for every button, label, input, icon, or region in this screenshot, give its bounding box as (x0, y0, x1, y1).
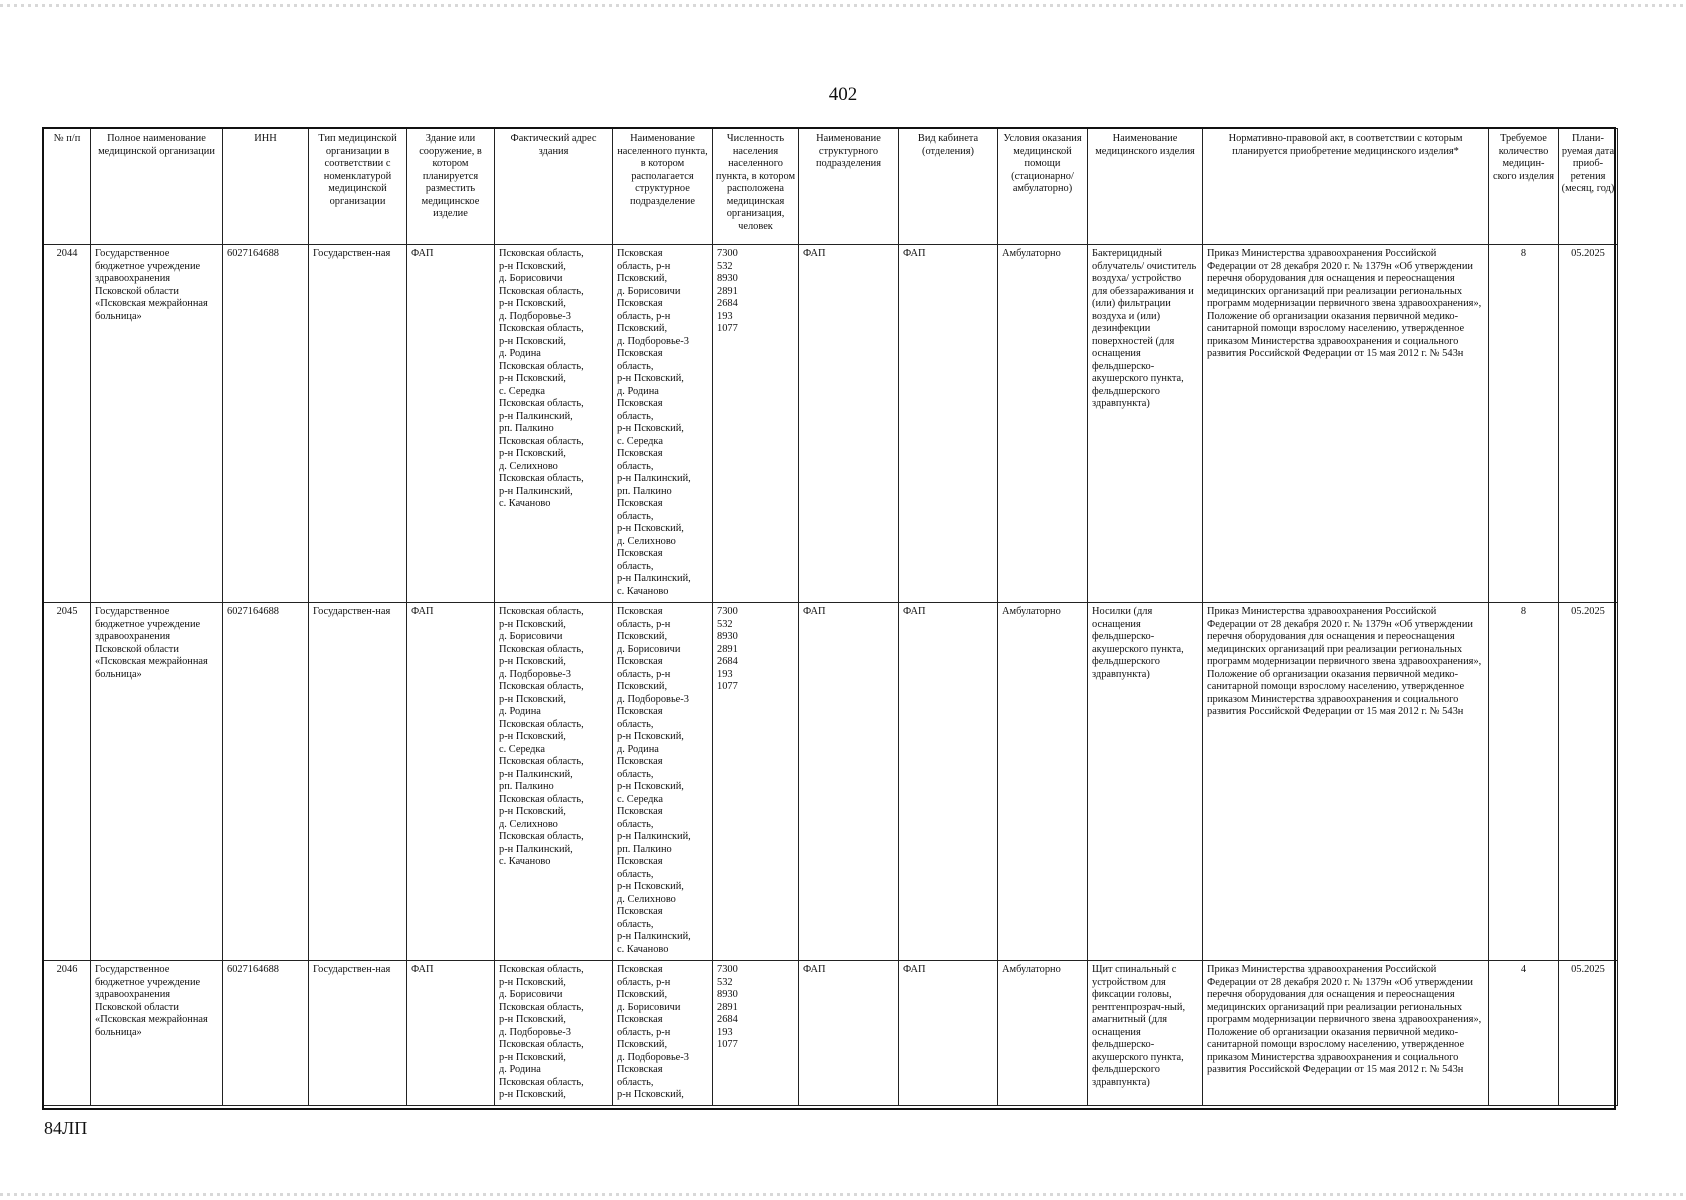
population: 7300 532 8930 2891 2684 193 1077 (713, 245, 799, 603)
scan-edge-top (0, 4, 1686, 7)
building: ФАП (407, 961, 495, 1106)
table-row (44, 603, 1618, 961)
header-population: Численность населения населенного пункта, в котором расположена медицинская организация, человек (713, 129, 799, 245)
care-conditions: Амбулаторно (998, 961, 1088, 1106)
header-inn: ИНН (223, 129, 309, 245)
row-num: 2045 (44, 603, 91, 961)
header-building: Здание или сооружение, в котором планируется разместить медицинское изделие (407, 129, 495, 245)
header-address: Фактический адрес здания (495, 129, 613, 245)
inn: 6027164688 (223, 245, 309, 603)
cabinet-type: ФАП (899, 961, 998, 1106)
population: 7300 532 8930 2891 2684 193 1077 (713, 603, 799, 961)
legal-act: Приказ Министерства здравоохранения Российской Федерации от 28 декабря 2020 г. № 1379н «Об утверждении перечня оборудования для оснащения и переоснащения медицинских организаций при реализации региональных программ модернизации первичного звена здравоохранения», Положение об организации оказания первичной медико-санитарной помощи взрослому населению, утвержденное приказом Министерства здравоохранения и социального развития Российской Федерации от 15 мая 2012 г. № 543н (1203, 603, 1489, 961)
address: Псковская область, р-н Псковский, д. Борисовичи Псковская область, р-н Псковский, д. Подборовье-3 Псковская область, р-н Псковский, д. Родина Псковская область, р-н Псковский, (495, 961, 613, 1106)
header-type: Тип медицинской организации в соответствии с номенклатурой медицинской организации (309, 129, 407, 245)
row-num: 2046 (44, 961, 91, 1106)
device-name: Носилки (для оснащения фельдшерско-акушерского пункта, фельдшерского здравпункта) (1088, 603, 1203, 961)
org-name: Государственное бюджетное учреждение здравоохранения Псковской области «Псковская межрайонная больница» (91, 245, 223, 603)
purchase-date: 05.2025 (1559, 245, 1618, 603)
row-num: 2044 (44, 245, 91, 603)
settlement: Псковская область, р-н Псковский, д. Борисовичи Псковская область, р-н Псковский, д. Подборовье-3 Псковская область, р-н Псковский, д. Родина Псковская область, р-н Псковский, с. Середка Псковская область, р-н Палкинский, рп. Палкино Псковская область, р-н Псковский, д. Селихново Псковская область, р-н Палкинский, с. Качаново (613, 245, 713, 603)
building: ФАП (407, 245, 495, 603)
purchase-date: 05.2025 (1559, 961, 1618, 1106)
settlement: Псковская область, р-н Псковский, д. Борисовичи Псковская область, р-н Псковский, д. Подборовье-3 Псковская область, р-н Псковский, (613, 961, 713, 1106)
quantity: 4 (1489, 961, 1559, 1106)
legal-act: Приказ Министерства здравоохранения Российской Федерации от 28 декабря 2020 г. № 1379н «Об утверждении перечня оборудования для оснащения и переоснащения медицинских организаций при реализации региональных программ модернизации первичного звена здравоохранения», Положение об организации оказания первичной медико-санитарной помощи взрослому населению, утвержденное приказом Министерства здравоохранения и социального развития Российской Федерации от 15 мая 2012 г. № 543н (1203, 245, 1489, 603)
org-name: Государственное бюджетное учреждение здравоохранения Псковской области «Псковская межрайонная больница» (91, 961, 223, 1106)
equipment-table (43, 128, 1618, 1106)
inn: 6027164688 (223, 603, 309, 961)
table-row (44, 961, 1618, 1106)
structural-unit: ФАП (799, 245, 899, 603)
settlement: Псковская область, р-н Псковский, д. Борисовичи Псковская область, р-н Псковский, д. Подборовье-3 Псковская область, р-н Псковский, д. Родина Псковская область, р-н Псковский, с. Середка Псковская область, р-н Палкинский, рп. Палкино Псковская область, р-н Псковский, д. Селихново Псковская область, р-н Палкинский, с. Качаново (613, 603, 713, 961)
header-unit: Наименование структурного подразделения (799, 129, 899, 245)
cabinet-type: ФАП (899, 245, 998, 603)
org-type: Государствен-ная (309, 961, 407, 1106)
structural-unit: ФАП (799, 603, 899, 961)
device-name: Бактерицидный облучатель/ очиститель воздуха/ устройство для обеззараживания и (или) фильтрации воздуха и (или) дезинфекции поверхностей (для оснащения фельдшерско-акушерского пункта, фельдшерского здравпункта) (1088, 245, 1203, 603)
population: 7300 532 8930 2891 2684 193 1077 (713, 961, 799, 1106)
org-name: Государственное бюджетное учреждение здравоохранения Псковской области «Псковская межрайонная больница» (91, 603, 223, 961)
quantity: 8 (1489, 603, 1559, 961)
legal-act: Приказ Министерства здравоохранения Российской Федерации от 28 декабря 2020 г. № 1379н «Об утверждении перечня оборудования для оснащения и переоснащения медицинских организаций при реализации региональных программ модернизации первичного звена здравоохранения», Положение об организации оказания первичной медико-санитарной помощи взрослому населению, утвержденное приказом Министерства здравоохранения и социального развития Российской Федерации от 15 мая 2012 г. № 543н (1203, 961, 1489, 1106)
care-conditions: Амбулаторно (998, 245, 1088, 603)
care-conditions: Амбулаторно (998, 603, 1088, 961)
quantity: 8 (1489, 245, 1559, 603)
table-row (44, 245, 1618, 603)
inn: 6027164688 (223, 961, 309, 1106)
device-name: Щит спинальный с устройством для фиксации головы, рентгенпрозрач-ный, амагнитный (для оснащения фельдшерско-акушерского пункта, фельдшерского здравпункта) (1088, 961, 1203, 1106)
structural-unit: ФАП (799, 961, 899, 1106)
header-org: Полное наименование медицинской организации (91, 129, 223, 245)
header-act: Нормативно-правовой акт, в соответствии с которым планируется приобретение медицинского изделия* (1203, 129, 1489, 245)
footer-code: 84ЛП (44, 1118, 88, 1138)
scan-edge-bottom (0, 1193, 1686, 1196)
header-device: Наименование медицинского изделия (1088, 129, 1203, 245)
building: ФАП (407, 603, 495, 961)
page-number: 402 (828, 84, 858, 105)
header-date: Плани-руемая дата приоб-ретения (месяц, год) (1559, 129, 1618, 245)
org-type: Государствен-ная (309, 603, 407, 961)
header-cabinet: Вид кабинета (отделения) (899, 129, 998, 245)
org-type: Государствен-ная (309, 245, 407, 603)
header-settlement: Наименование населенного пункта, в котором располагается структурное подразделение (613, 129, 713, 245)
header-row (44, 129, 1618, 245)
address: Псковская область, р-н Псковский, д. Борисовичи Псковская область, р-н Псковский, д. Подборовье-3 Псковская область, р-н Псковский, д. Родина Псковская область, р-н Псковский, с. Середка Псковская область, р-н Палкинский, рп. Палкино Псковская область, р-н Псковский, д. Селихново Псковская область, р-н Палкинский, с. Качаново (495, 245, 613, 603)
purchase-date: 05.2025 (1559, 603, 1618, 961)
header-num: № п/п (44, 129, 91, 245)
header-qty: Требуемое количество медицин-ского изделия (1489, 129, 1559, 245)
header-conditions: Условия оказания медицинской помощи (стационарно/ амбулаторно) (998, 129, 1088, 245)
address: Псковская область, р-н Псковский, д. Борисовичи Псковская область, р-н Псковский, д. Подборовье-3 Псковская область, р-н Псковский, д. Родина Псковская область, р-н Псковский, с. Середка Псковская область, р-н Палкинский, рп. Палкино Псковская область, р-н Псковский, д. Селихново Псковская область, р-н Палкинский, с. Качаново (495, 603, 613, 961)
cabinet-type: ФАП (899, 603, 998, 961)
